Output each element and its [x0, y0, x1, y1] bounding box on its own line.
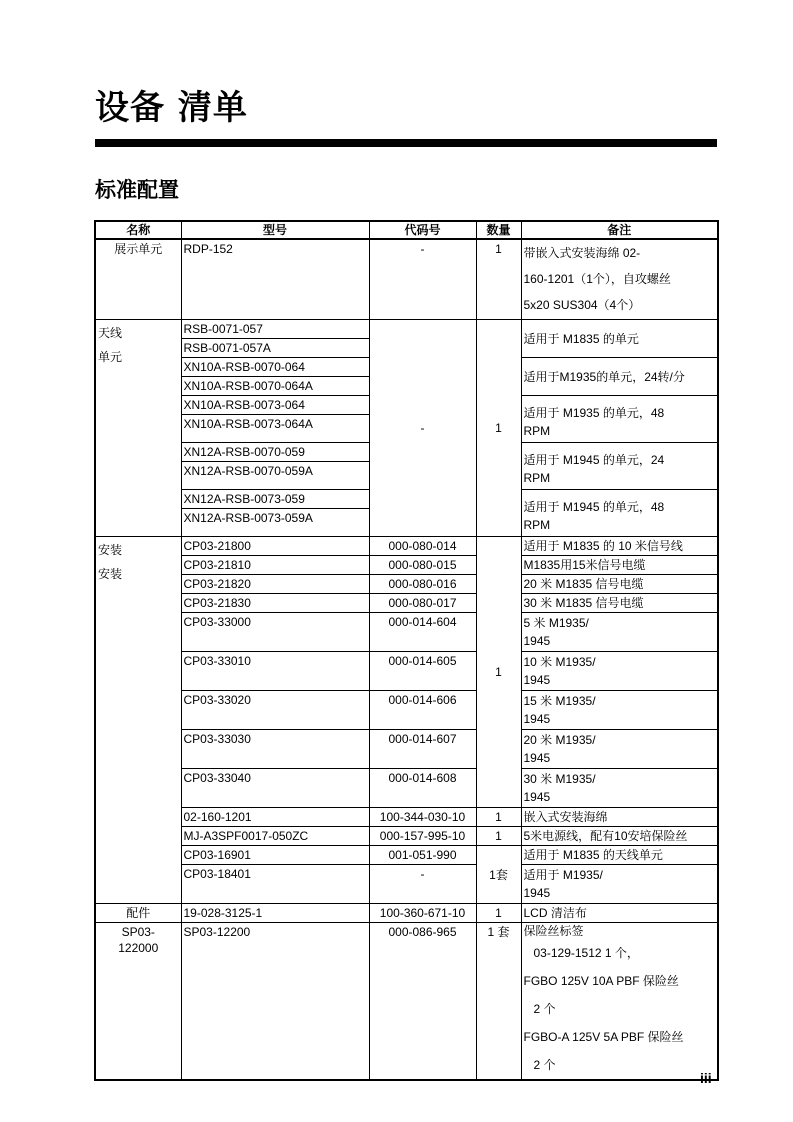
cell-qty: 1	[476, 808, 521, 827]
cell-model: RDP-152	[181, 239, 369, 320]
cell-model: CP03-21820	[181, 575, 369, 594]
equipment-table	[94, 220, 719, 1081]
cell-note	[521, 613, 718, 652]
note-line: 2 个	[533, 1058, 556, 1072]
cell-note	[521, 865, 718, 904]
model-line: XN12A-RSB-0073-059	[182, 490, 369, 509]
cell-note: M1835用15米信号电缆	[521, 556, 718, 575]
name-line: 天线	[98, 326, 123, 340]
cell-note	[521, 443, 718, 490]
note-line: 03-129-1512 1 个，	[533, 946, 639, 960]
table-row	[95, 827, 718, 846]
cell-qty: 1	[476, 320, 521, 537]
table-row	[95, 652, 718, 691]
header-code: 代码号	[369, 221, 476, 239]
cell-code: 000-157-995-10	[369, 827, 476, 846]
header-qty: 数量	[476, 221, 521, 239]
header-name: 名称	[95, 221, 181, 239]
cell-model	[181, 490, 369, 537]
cell-model: 02-160-1201	[181, 808, 369, 827]
model-line: XN10A-RSB-0073-064	[182, 396, 369, 415]
cell-model	[181, 358, 369, 396]
cell-model: CP03-33000	[181, 613, 369, 652]
cell-code: 100-344-030-10	[369, 808, 476, 827]
model-line: RSB-0071-057A	[183, 341, 271, 355]
cell-model: MJ-A3SPF0017-050ZC	[181, 827, 369, 846]
cell-note: 嵌入式安装海绵	[521, 808, 718, 827]
model-line: XN10A-RSB-0070-064A	[183, 379, 313, 393]
cell-code: -	[369, 239, 476, 320]
table-row	[95, 239, 718, 320]
cell-qty: 1 套	[476, 923, 521, 1081]
cell-qty: 1	[476, 904, 521, 923]
name-line: SP03-	[121, 925, 155, 939]
section-title: 标准配置	[95, 178, 179, 202]
note-line: 15 米 M1935/	[523, 694, 596, 708]
model-line: RSB-0071-057	[182, 320, 369, 339]
cell-note	[521, 490, 718, 537]
cell-code: 000-080-015	[369, 556, 476, 575]
note-line: 适用于 M1945 的单元，48	[523, 500, 665, 514]
note-line: 保险丝标签	[523, 924, 584, 938]
cell-note: 20 米 M1835 信号电缆	[521, 575, 718, 594]
cell-name: 展示单元	[95, 239, 181, 320]
model-line: XN12A-RSB-0070-059A	[183, 464, 313, 478]
note-line: 20 米 M1935/	[523, 733, 596, 747]
cell-model: CP03-33040	[181, 769, 369, 808]
cell-name: 配件	[95, 904, 181, 923]
note-line: FGBO-A 125V 5A PBF 保险丝	[523, 1030, 684, 1044]
cell-code: -	[369, 320, 476, 537]
cell-model: CP03-16901	[181, 846, 369, 865]
cell-model: CP03-21810	[181, 556, 369, 575]
note-line: 30 米 M1935/	[523, 772, 596, 786]
note-line: RPM	[523, 518, 551, 532]
cell-model: 19-028-3125-1	[181, 904, 369, 923]
cell-note: 适用于 M1835 的单元	[521, 320, 718, 358]
name-line: 安装	[98, 543, 123, 557]
cell-model: SP03-12200	[181, 923, 369, 1081]
cell-code: 000-080-016	[369, 575, 476, 594]
cell-model: CP03-18401	[181, 865, 369, 904]
cell-note	[521, 691, 718, 730]
note-line: 1945	[523, 886, 551, 900]
note-line: 适用于 M1945 的单元，24	[523, 453, 665, 467]
note-line: 带嵌入式安装海绵 02-	[523, 246, 641, 260]
table-row	[95, 691, 718, 730]
cell-note: 30 米 M1835 信号电缆	[521, 594, 718, 613]
name-line: 安装	[98, 567, 123, 581]
cell-code: 000-086-965	[369, 923, 476, 1081]
cell-code: 000-080-014	[369, 537, 476, 556]
cell-model: CP03-33010	[181, 652, 369, 691]
cell-model: CP03-33030	[181, 730, 369, 769]
cell-code: -	[369, 865, 476, 904]
name-line: 122000	[118, 941, 159, 955]
note-line: 适用于 M1935 的单元，48	[523, 406, 665, 420]
cell-qty: 1	[476, 827, 521, 846]
table-row	[95, 808, 718, 827]
note-line: 10 米 M1935/	[523, 655, 596, 669]
table-row	[95, 613, 718, 652]
table-row	[95, 769, 718, 808]
cell-note	[521, 923, 718, 1081]
cell-note	[521, 239, 718, 320]
note-line: RPM	[523, 471, 551, 485]
cell-note	[521, 652, 718, 691]
note-line: 适用于 M1935/	[523, 868, 603, 882]
cell-code: 000-014-608	[369, 769, 476, 808]
table-row	[95, 594, 718, 613]
cell-code: 000-014-604	[369, 613, 476, 652]
header-note: 备注	[521, 221, 718, 239]
cell-note: 5米电源线，配有10安培保险丝	[521, 827, 718, 846]
model-line: XN10A-RSB-0070-064	[182, 358, 369, 377]
cell-code: 000-080-017	[369, 594, 476, 613]
note-line: 160-1201（1个），自攻螺丝	[523, 272, 671, 286]
note-line: 5x20 SUS304（4个）	[523, 298, 641, 312]
cell-qty: 1	[476, 537, 521, 808]
title-rule	[95, 139, 717, 147]
cell-note: 适用于 M1835 的天线单元	[521, 846, 718, 865]
table-row	[95, 846, 718, 865]
note-line: 1945	[523, 790, 551, 804]
note-line: 1945	[523, 751, 551, 765]
cell-model: CP03-21800	[181, 537, 369, 556]
cell-model	[181, 443, 369, 490]
cell-model	[181, 396, 369, 443]
cell-code: 000-014-605	[369, 652, 476, 691]
cell-name	[95, 923, 181, 1081]
cell-code: 001-051-990	[369, 846, 476, 865]
name-line: 单元	[98, 350, 123, 364]
cell-model: CP03-33020	[181, 691, 369, 730]
table-row	[95, 320, 718, 358]
page-number: iii	[700, 1070, 712, 1086]
model-line: XN12A-RSB-0070-059	[182, 443, 369, 462]
table-row	[95, 730, 718, 769]
cell-model: CP03-21830	[181, 594, 369, 613]
note-line: 1945	[523, 712, 551, 726]
note-line: 5 米 M1935/	[523, 616, 589, 630]
note-line: FGBO 125V 10A PBF 保险丝	[523, 974, 679, 988]
table-row	[95, 537, 718, 556]
cell-name	[95, 537, 181, 904]
cell-code: 100-360-671-10	[369, 904, 476, 923]
table-row	[95, 575, 718, 594]
note-line: 1945	[523, 673, 551, 687]
model-line: XN12A-RSB-0073-059A	[183, 511, 313, 525]
table-row	[95, 556, 718, 575]
cell-qty: 1	[476, 239, 521, 320]
table-header	[95, 221, 718, 239]
cell-model	[181, 320, 369, 358]
cell-qty: 1套	[476, 846, 521, 904]
note-line: RPM	[523, 424, 551, 438]
cell-note	[521, 730, 718, 769]
cell-note	[521, 769, 718, 808]
cell-note: 适用于 M1835 的 10 米信号线	[521, 537, 718, 556]
note-line: 2 个	[533, 1002, 556, 1016]
header-model: 型号	[181, 221, 369, 239]
cell-note: LCD 清洁布	[521, 904, 718, 923]
model-line: XN10A-RSB-0073-064A	[183, 417, 313, 431]
cell-code: 000-014-606	[369, 691, 476, 730]
cell-code: 000-014-607	[369, 730, 476, 769]
note-line: 1945	[523, 634, 551, 648]
cell-note	[521, 396, 718, 443]
cell-name	[95, 320, 181, 537]
table-row	[95, 865, 718, 904]
page-title: 设备 清单	[95, 88, 248, 128]
cell-note: 适用于M1935的单元，24转/分	[521, 358, 718, 396]
table-row	[95, 904, 718, 923]
table-row	[95, 923, 718, 1081]
